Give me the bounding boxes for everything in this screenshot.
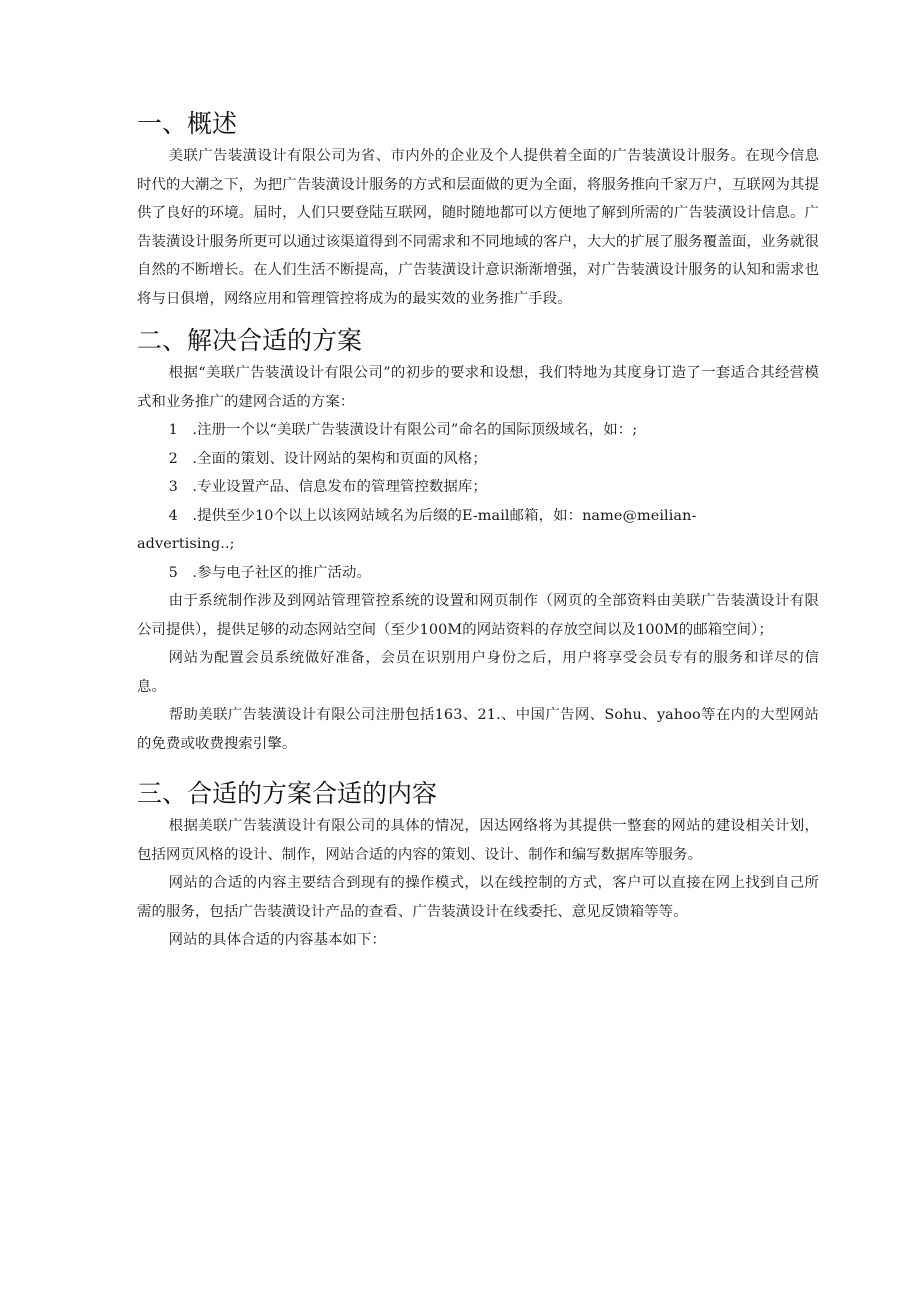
list-item: 2 .全面的策划、设计网站的架构和页面的风格； — [168, 450, 487, 467]
body-paragraph: 根据美联广告装潢设计有限公司的具体的情况，因达网络将为其提供一整套的网站的建设相关计划，包括网页风格的设计、制作，网站合适的内容的策划、设计、制作和编写数据库等服务。 — [137, 818, 819, 863]
list-item: 5 .参与电子社区的推广活动。 — [168, 564, 371, 581]
section-heading-overview: 一、概述 — [137, 109, 238, 138]
document-page — [137, 106, 819, 955]
section-heading-solution: 二、解决合适的方案 — [137, 326, 363, 355]
list-item-continuation: advertising..; — [137, 536, 235, 552]
body-paragraph: 美联广告装潢设计有限公司为省、市内外的企业及个人提供着全面的广告装潢设计服务。在现今信息时代的大潮之下，为把广告装潢设计服务的方式和层面做的更为全面，将服务推向千家万户，互联网为其提供了良好的环境。届时，人们只要登陆互联网，随时随地都可以方便地了解到所需的广告装潢设计信息。广告装潢设计服务所更可以通过该渠道得到不同需求和不同地域的客户，大大的扩展了服务覆盖面，业务就很自然的不断增长。在人们生活不断提高，广告装潢设计意识渐渐增强，对广告装潢设计服务的认知和需求也将与日俱增，网络应用和管理管控将成为的最实效的业务推广手段。 — [137, 148, 819, 307]
list-item: 3 .专业设置产品、信息发布的管理管控数据库； — [168, 479, 487, 495]
body-paragraph: 帮助美联广告装潢设计有限公司注册包括163、21.、中国广告网、Sohu、yahoo等在内的大型网站的免费或收费搜索引擎。 — [137, 707, 819, 752]
body-paragraph: 网站为配置会员系统做好准备，会员在识别用户身份之后，用户将享受会员专有的服务和详尽的信息。 — [137, 650, 819, 695]
body-paragraph: 网站的合适的内容主要结合到现有的操作模式，以在线控制的方式，客户可以直接在网上找到自己所需的服务，包括广告装潢设计产品的查看、广告装潢设计在线委托、意见反馈箱等等。 — [137, 875, 819, 920]
list-item: 4 .提供至少10个以上以该网站域名为后缀的E-mail邮箱，如：name@meilian- — [168, 507, 697, 524]
body-paragraph: 网站的具体合适的内容基本如下： — [168, 932, 387, 948]
body-paragraph: 根据“美联广告装潢设计有限公司”的初步的要求和设想，我们特地为其度身订造了一套适合其经营模式和业务推广的建网合适的方案： — [137, 365, 819, 410]
list-item: 1 .注册一个以“美联广告装潢设计有限公司”命名的国际顶级域名，如：; — [168, 422, 638, 438]
section-heading-content: 三、合适的方案合适的内容 — [137, 779, 438, 808]
body-paragraph: 由于系统制作涉及到网站管理管控系统的设置和网页制作（网页的全部资料由美联广告装潢设计有限公司提供），提供足够的动态网站空间（至少100M的网站资料的存放空间以及100M的邮箱空间）； — [137, 593, 819, 638]
